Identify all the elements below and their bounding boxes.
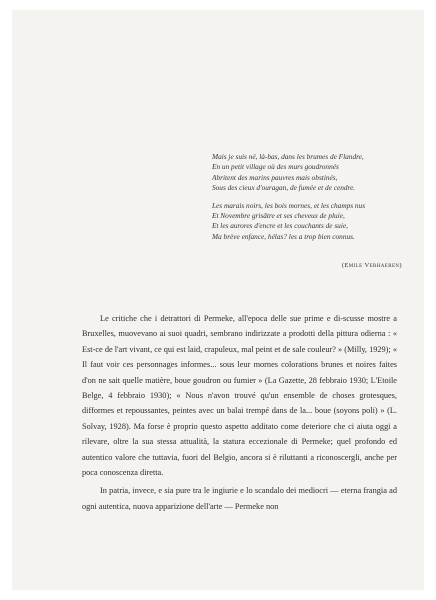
paragraph: In patria, invece, e sia pure tra le ingiurie e lo scandalo dei mediocri — eterna frangia ad ogni autentica, nuova apparizione dell'arte — Permeke non <box>82 486 397 511</box>
poem-stanza <box>212 152 412 194</box>
body-text <box>82 311 397 514</box>
poem-line: Ma brève enfance, hélas? les a trop bien connus. <box>212 231 355 241</box>
poem-line: En un petit village où des murs goudronnés <box>212 162 339 172</box>
epigraph-poem <box>212 152 412 249</box>
poem-line: Et les aurores d'encre et les couchants de suie, <box>212 221 348 231</box>
poem-line: Abritent des marins pauvres mais obstinés, <box>212 172 338 182</box>
poem-line: Mais je suis né, là-bas, dans les brumes de Flandre, <box>212 152 364 161</box>
poem-line: Et Novembre grisâtre et ses cheveux de pluie, <box>212 211 345 221</box>
poem-author: (Emile Verhaeren) <box>341 262 402 269</box>
book-page <box>12 10 424 590</box>
poem-line: Les marais noirs, les bois mornes, et les champs nus <box>212 200 366 210</box>
poem-stanza <box>212 201 412 243</box>
poem-line: Sous des cieux d'ouragan, de fumée et de cendre. <box>212 183 356 193</box>
paragraph: Le critiche che i detrattori di Permeke, all'epoca delle sue prime e di-scusse mostre a Bruxelles, muovevano ai suoi quadri, sembrano indirizzate a prodotti della pittura odierna : « Est-ce de l'art vivant, ce qui est laid, crapuleux, mal peint et de sale couleur? » (Milly, 1929); « Il faut voir ces personnages informes... sous leur mornes colorations brunes et noires faites d'on ne sait quelle matière, boue goudron ou fumier » (La Gazette, 28 febbraio 1930; L'Etoile Belge, 4 febbraio 1930); « Nous n'avon trouvé qu'un ensemble de choses grotesques, difformes et repoussantes, peintes avec un balai trempé dans de la... boue (soyons poli) » (L. Solvay, 1928). Ma forse è proprio questo aspetto additato come deteriore che ci aiuta oggi a rilevare, oltre la sua stessa attualità, la statura eccezionale di Permeke; quel profondo ed autentico valore che tuttavia, fuori del Belgio, ancora si è riluttanti a riconoscergli, anche per poca conoscenza diretta. <box>82 314 397 478</box>
